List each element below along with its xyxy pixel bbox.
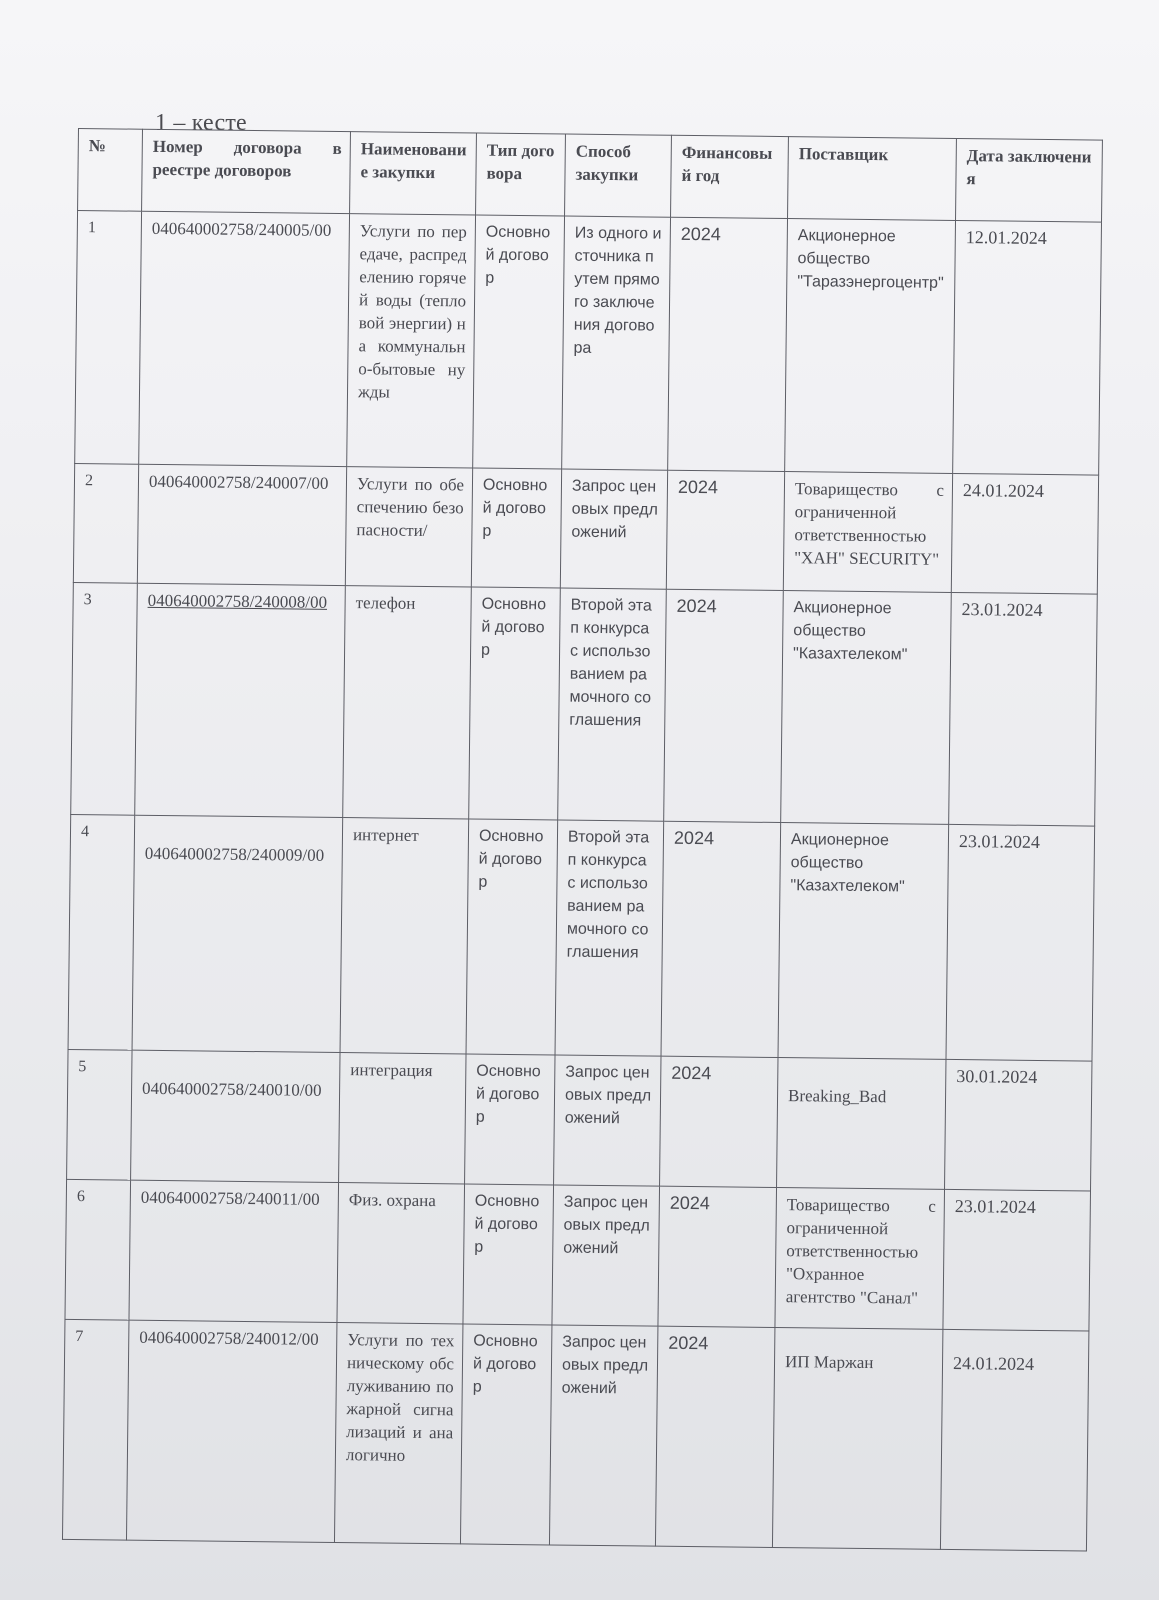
financial-year: 2024 <box>658 1186 777 1327</box>
contract-type: Основной договор <box>463 1184 554 1325</box>
purchase-method: Запрос ценовых предложений <box>549 1325 657 1547</box>
purchase-method: Из одного источника путем прямого заключения договора <box>562 216 671 470</box>
supplier: ИП Маржан <box>772 1327 942 1549</box>
purchase-method: Второй этап конкурса с использованием рамочного соглашения <box>558 588 667 822</box>
contract-type: Основной договор <box>460 1324 551 1545</box>
purchase-method: Запрос ценовых предложений <box>552 1185 660 1326</box>
row-index: 6 <box>65 1179 131 1320</box>
purchase-method: Запрос ценовых предложений <box>560 469 667 589</box>
col-header-index: № <box>78 129 143 212</box>
col-header-contract-type: Тип договора <box>476 133 566 216</box>
conclusion-date: 23.01.2024 <box>949 592 1098 826</box>
conclusion-date: 23.01.2024 <box>943 1189 1091 1331</box>
contract-number: 040640002758/240009/00 <box>132 815 343 1052</box>
contract-type: Основной договор <box>473 215 565 469</box>
purchase-method: Запрос ценовых предложений <box>554 1055 661 1186</box>
purchase-name: интеграция <box>339 1052 466 1183</box>
row-index: 3 <box>71 582 138 815</box>
conclusion-date: 23.01.2024 <box>946 825 1095 1061</box>
col-header-purchase-name: Наименование закупки <box>350 132 477 215</box>
financial-year: 2024 <box>666 470 784 590</box>
supplier: Акционерное общество "Таразэнергоцентр" <box>785 219 956 474</box>
table-row <box>67 1049 1092 1190</box>
table-row <box>65 1179 1091 1331</box>
table-row <box>68 815 1095 1061</box>
purchase-name: Услуги по техническому обслуживанию пожарной сигнализаций и аналогично <box>334 1322 462 1544</box>
row-index: 5 <box>67 1049 132 1179</box>
contract-number: 040640002758/240012/00 <box>126 1320 336 1543</box>
financial-year: 2024 <box>668 217 788 472</box>
conclusion-date: 24.01.2024 <box>951 474 1098 594</box>
table-row <box>73 464 1098 594</box>
contract-number: 040640002758/240005/00 <box>139 211 350 467</box>
purchase-name: Услуги по обеспечению безопасности/ <box>345 467 472 587</box>
table-row <box>62 1319 1088 1551</box>
row-index: 2 <box>73 464 138 583</box>
financial-year: 2024 <box>664 589 784 823</box>
conclusion-date: 12.01.2024 <box>953 220 1102 475</box>
supplier: Акционерное общество "Казахтелеком" <box>778 823 949 1060</box>
col-header-supplier: Поставщик <box>788 137 957 221</box>
supplier: Акционерное общество "Казахтелеком" <box>781 590 952 825</box>
table-row <box>75 211 1102 476</box>
contracts-table-wrapper <box>62 128 1102 1552</box>
purchase-name: Физ. охрана <box>337 1182 465 1323</box>
contracts-table <box>62 128 1103 1552</box>
row-index: 7 <box>62 1319 128 1540</box>
table-header-row <box>78 129 1103 223</box>
contract-number: 040640002758/240010/00 <box>131 1050 340 1182</box>
purchase-name: телефон <box>343 585 472 819</box>
financial-year: 2024 <box>655 1326 774 1548</box>
row-index: 4 <box>68 815 135 1050</box>
purchase-method: Второй этап конкурса с использованием рамочного соглашения <box>555 820 664 1056</box>
col-header-financial-year: Финансовый год <box>671 135 789 218</box>
col-header-contract-number: Номер договора в реестре договоров <box>142 129 351 213</box>
supplier: Breaking_Bad <box>777 1057 946 1189</box>
contract-number: 040640002758/240007/00 <box>137 464 346 585</box>
purchase-name: Услуги по передаче, распределению горячей воды (тепловой энергии) на коммунально-бытовые нужды <box>347 214 476 469</box>
contract-type: Основной договор <box>465 1054 555 1185</box>
table-caption: 1 – кесте <box>155 110 247 136</box>
row-index: 1 <box>75 211 142 465</box>
col-header-conclusion-date: Дата заключения <box>956 138 1103 222</box>
supplier: Товарищество с ограниченной ответственностью "ХАН" SECURITY" <box>783 472 952 592</box>
conclusion-date: 30.01.2024 <box>945 1059 1092 1190</box>
contract-type: Основной договор <box>466 819 558 1055</box>
table-row <box>71 582 1098 826</box>
col-header-purchase-method: Способ закупки <box>565 134 672 217</box>
contract-number: 040640002758/240011/00 <box>129 1180 339 1322</box>
financial-year: 2024 <box>660 1056 778 1187</box>
purchase-name: интернет <box>340 818 469 1054</box>
financial-year: 2024 <box>661 821 781 1057</box>
contract-type: Основной договор <box>469 587 561 821</box>
conclusion-date: 24.01.2024 <box>940 1329 1088 1551</box>
contract-type: Основной договор <box>471 468 561 587</box>
supplier: Товарищество с ограниченной ответственностью "Охранное агентство "Санал" <box>775 1187 945 1329</box>
contract-number: 040640002758/240008/00 <box>135 583 346 818</box>
